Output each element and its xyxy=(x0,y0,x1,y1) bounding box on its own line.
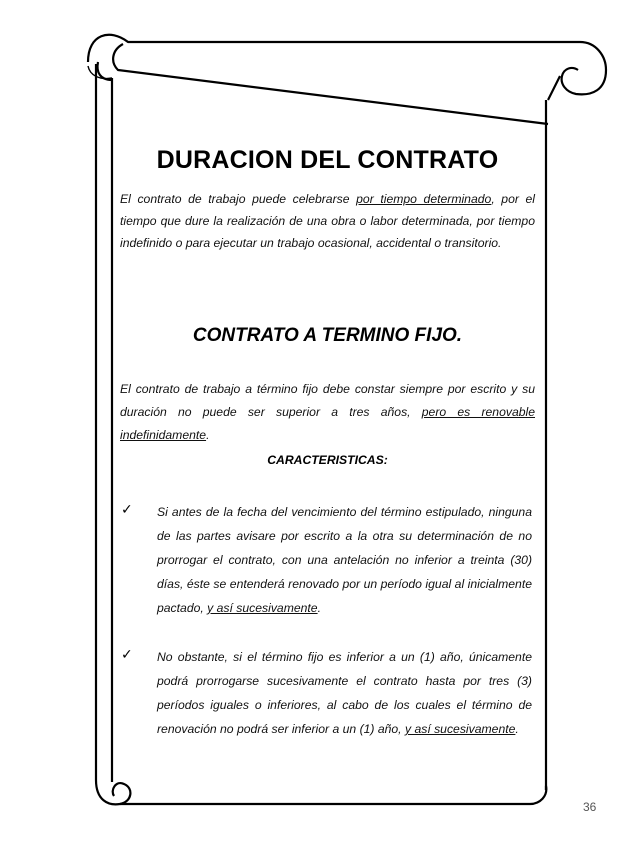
intro-paragraph xyxy=(120,188,535,254)
page-title: DURACION DEL CONTRATO xyxy=(156,146,499,174)
bullet-1-text-end: . xyxy=(317,601,321,615)
characteristics-heading: CARACTERISTICAS: xyxy=(267,453,388,467)
fixed-term-text-start: El contrato de trabajo a término fijo debe constar siempre por escrito y su duración no puede ser superior a tres años, xyxy=(120,382,535,419)
intro-text-start: El contrato de trabajo puede celebrarse xyxy=(120,192,357,206)
page-number: 36 xyxy=(583,800,597,814)
checkmark-icon: ✓ xyxy=(121,646,133,662)
section-subtitle: CONTRATO A TERMINO FIJO. xyxy=(192,325,463,346)
fixed-term-underlined-phrase: pero es renovable indefinidamente xyxy=(120,405,535,442)
checkmark-icon: ✓ xyxy=(121,501,133,517)
bullet-2-underlined-phrase: y así sucesivamente xyxy=(404,722,516,736)
bullet-2-text-start: No obstante, si el término fijo es inferior a un (1) año, únicamente podrá prorrogarse sucesivamente el contrato hasta por tres (3) períodos iguales o inferiores, al cabo de los cuales el término de renovación no podrá ser inferior a un (1) año, xyxy=(157,650,532,736)
intro-underlined-phrase: por tiempo determinado xyxy=(356,192,492,206)
list-item xyxy=(157,500,532,620)
bullet-1-text-start: Si antes de la fecha del vencimiento del término estipulado, ninguna de las partes avisare por escrito a la otra su determinación de no prorrogar el contrato, con una antelación no inferior a treinta (30) días, éste se entenderá renovado por un período igual al inicialmente pactado, xyxy=(157,505,532,615)
intro-text-end: , por el tiempo que dure la realización de una obra o labor determinada, por tiempo indefinido o para ejecutar un trabajo ocasional, accidental o transitorio. xyxy=(120,192,536,250)
fixed-term-paragraph xyxy=(120,378,535,447)
list-item xyxy=(157,645,532,741)
bullet-1-underlined-phrase: y así sucesivamente xyxy=(207,601,318,615)
fixed-term-text-end: . xyxy=(206,428,210,442)
bullet-2-text-end: . xyxy=(515,722,519,736)
